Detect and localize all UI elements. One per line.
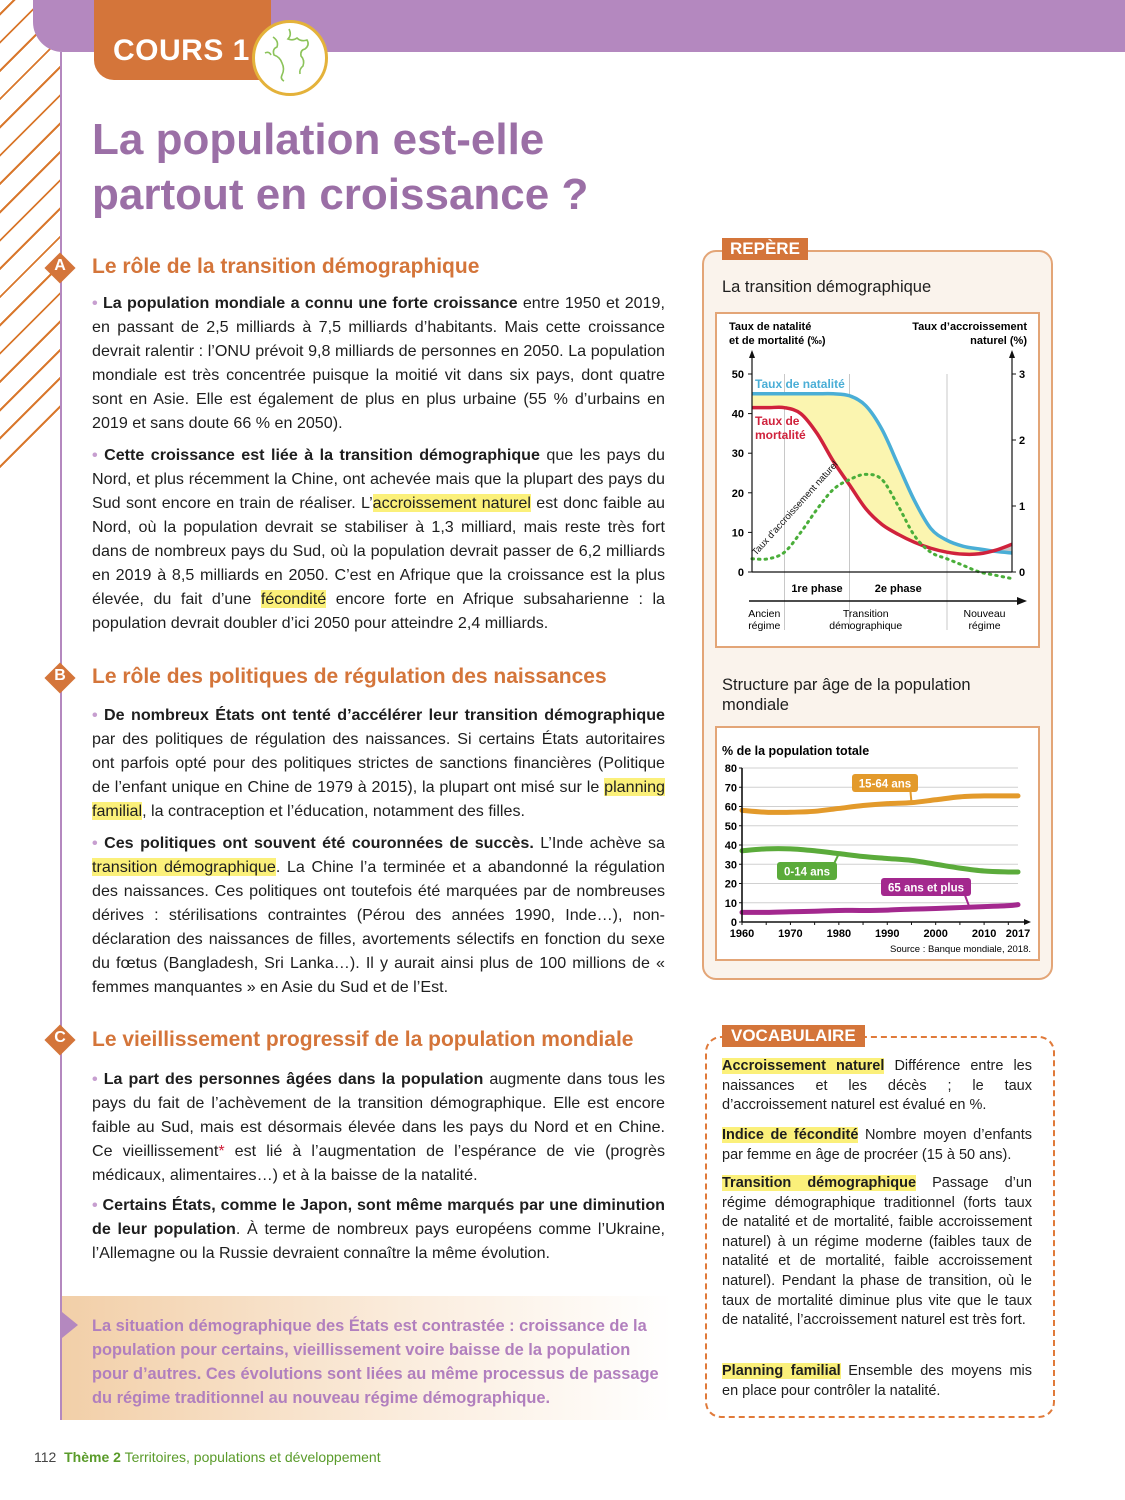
- section-b-badge: B: [45, 663, 75, 693]
- text-run: , la contraception et l’éducation, notamment des filles.: [142, 802, 525, 820]
- ytick-label: 0: [730, 917, 737, 929]
- ytick-left: 0: [737, 567, 744, 579]
- arrow-icon: [62, 1312, 78, 1338]
- text-run: augmente dans tous les pays du fait de l’achèvement de la transition démographique. Elle est encore faible au Sud, mais est désormais élevée dans les pays du Nord et en Chine. Ce vieillissement: [92, 1070, 666, 1160]
- vocab-definition: Ensemble des moyens mis en place pour contrôler la natalité.: [722, 1363, 1032, 1399]
- vocab-term: Accroissement naturel: [722, 1058, 885, 1074]
- ytick-label: 30: [724, 859, 737, 872]
- stage-label: Nouveau: [963, 608, 1006, 620]
- ytick-right: 3: [1019, 369, 1026, 381]
- ytick-left: 50: [731, 369, 744, 381]
- vocab-definition: Nombre moyen d’enfants par femme en âge de procréer (15 à 50 ans).: [722, 1127, 1032, 1163]
- summary-text: La situation démographique des États est contrastée : croissance de la population pour certains, vieillissement voire baisse de la population pour d’autres. Ces évolutions sont liées au même processus de passage du régime traditionnel au nouveau régime démographique.: [92, 1317, 659, 1407]
- xtick-label: 1960: [729, 928, 755, 940]
- text-run: encore forte en Afrique subsaharienne : la population devrait doubler d’ici 2050 pour atteindre 2,4 milliards.: [92, 590, 665, 632]
- section-c-heading: Le vieillissement progressif de la population mondiale: [92, 1028, 634, 1051]
- axis-arrow-icon: [749, 350, 755, 358]
- ytick-right: 0: [1019, 567, 1026, 579]
- section-b-paragraph-1: [92, 703, 665, 823]
- ytick-label: 70: [724, 782, 737, 795]
- section-a-paragraph-2: [92, 443, 665, 635]
- vocab-entry: [722, 1362, 1032, 1401]
- ytick-label: 50: [724, 820, 737, 833]
- xtick-label: 1970: [778, 928, 803, 940]
- phase-label: 1re phase: [791, 583, 843, 595]
- series-label: 0-14 ans: [783, 866, 831, 879]
- text-run: par des politiques de régulation des naissances. Si certains États autoritaires ont parfois opté pour des politiques strictes de sanctions financières (Politique de l’enfant unique en Chine de 1979 à 2015), la plupart ont misé sur le: [92, 730, 665, 796]
- chart1-ylabel-left-1: Taux de natalité: [729, 321, 812, 333]
- ytick-label: 10: [724, 897, 737, 910]
- stage-label: Ancien: [748, 608, 781, 620]
- page-number: 112: [34, 1449, 57, 1465]
- ytick-left: 10: [731, 527, 744, 540]
- bold-text: La part des personnes âgées dans la population: [103, 1070, 484, 1088]
- xtick-label: 1990: [875, 928, 900, 940]
- title-line-2: partout en croissance ?: [92, 170, 589, 219]
- stage-label: régime: [748, 620, 781, 632]
- section-b-paragraph-2: [92, 831, 665, 999]
- theme-label: Thème 2: [64, 1449, 121, 1465]
- cours-label: COURS 1: [113, 34, 250, 67]
- bullet-icon: •: [92, 446, 105, 464]
- ytick-right: 2: [1019, 435, 1026, 447]
- bullet-icon: •: [92, 834, 105, 852]
- stage-label: démographique: [829, 620, 903, 632]
- theme-subtitle: Territoires, populations et développement: [124, 1449, 381, 1465]
- vocab-definition: Passage d’un régime démographique traditionnel (forts taux de natalité et de mortalité, faible accroissement naturel) à un régime moderne (faibles taux de natalité et de mortalité, faible accroissement naturel). Pendant la phase de transition, où le taux de mortalité diminue plus vite que le taux de natalité, l’accroissement naturel est très fort.: [722, 1175, 1032, 1329]
- text-run: que les pays du Nord, et plus récemment la Chine, ont achevée mais que la plupart des pays du Sud sont encore en train de réaliser. L’: [92, 446, 665, 512]
- section-c-paragraph-2: [92, 1193, 665, 1265]
- stage-label: Transition: [842, 608, 889, 620]
- axis-arrow-icon: [1024, 919, 1031, 925]
- ytick-left: 40: [731, 408, 744, 421]
- vocab-term: Transition démographique: [722, 1175, 917, 1191]
- chart1-ylabel-right-2: naturel (%): [970, 335, 1027, 347]
- mortalite-label-1: Taux de: [755, 414, 800, 428]
- highlighted-term: accroissement naturel: [372, 494, 531, 512]
- section-c-paragraph-1: [92, 1067, 665, 1187]
- bold-text: Cette croissance est liée à la transition démographique: [104, 446, 540, 464]
- vocab-term: Indice de fécondité: [722, 1127, 859, 1143]
- chart2-ylabel: % de la population totale: [722, 744, 870, 758]
- chart2-title-line-1: Structure par âge de la population: [722, 676, 971, 694]
- decorative-hatching: [0, 0, 60, 480]
- page-title: [92, 112, 588, 222]
- text-run: *: [218, 1142, 225, 1160]
- transition-chart: [715, 312, 1040, 648]
- series-65-plus-line: [742, 905, 1018, 913]
- bullet-icon: •: [92, 1070, 104, 1088]
- bold-text: De nombreux États ont tenté d’accélérer leur transition démographique: [104, 706, 666, 724]
- title-line-1: La population est-elle: [92, 115, 545, 164]
- natalite-label: Taux de natalité: [755, 377, 845, 391]
- text-run: . La Chine l’a terminée et a abandonné la régulation des naissances. Ces politiques ont toutefois été marquées par de nombreuses dérives : stérilisations contraintes (Pérou des années 1990, Inde…), non-déclaration des naissances de filles, avortements sélectifs en fonction du sexe du fœtus (Bangladesh, Sri Lanka…). Il y aurait ainsi plus de 100 millions de « femmes manquantes » en Asie du Sud et de l’Est.: [92, 858, 665, 996]
- vocab-entry: [722, 1057, 1032, 1116]
- ytick-left: 20: [731, 487, 744, 500]
- xtick-label: 2000: [923, 928, 948, 940]
- text-run: . À terme de nombreux pays européens comme l’Ukraine, l’Allemagne ou la Russie devraient connaître la même évolution.: [92, 1220, 665, 1262]
- bold-text: Certains États, comme le Japon, sont même marqués par une diminution de leur population: [92, 1196, 665, 1238]
- bold-text: La population mondiale a connu une forte croissance: [102, 294, 518, 312]
- bullet-icon: •: [92, 706, 105, 724]
- repere-label: REPÈRE: [722, 238, 808, 260]
- vocab-term: Planning familial: [722, 1363, 841, 1379]
- section-a-badge: A: [45, 253, 75, 283]
- axis-arrow-icon: [1009, 350, 1015, 358]
- bullet-icon: •: [92, 294, 103, 312]
- chart1-ylabel-right-1: Taux d’accroissement: [912, 321, 1027, 333]
- section-a-heading: Le rôle de la transition démographique: [92, 255, 480, 278]
- section-a-paragraph-1: [92, 291, 665, 435]
- text-run: est lié à l’augmentation de l’espérance de vie (progrès médicaux, alimentaires…) et à la baisse de la natalité.: [92, 1142, 665, 1184]
- chart2-title: [722, 675, 971, 715]
- ytick-label: 20: [724, 878, 737, 891]
- xtick-label: 2017: [1005, 928, 1031, 940]
- ytick-label: 40: [724, 840, 737, 852]
- chart1-ylabel-left-2: et de mortalité (‰): [729, 335, 826, 347]
- text-run: L’Inde achève sa: [533, 834, 665, 852]
- text-run: entre 1950 et 2019, en passant de 2,5 milliards à 7,5 milliards d’habitants. Mais cette croissance devrait ralentir : l’ONU prévoit 9,8 milliards de personnes en 2050. La population mondiale est très concentrée puisque la moitié vit dans six pays, dont quatre sont en Asie. Elle est également de plus en plus urbaine (55 % d’urbains en 2019 et sans doute 66 % en 2050).: [92, 294, 665, 432]
- ytick-label: 80: [724, 763, 737, 775]
- time-arrow-icon: [1017, 597, 1027, 605]
- phase-label: 2e phase: [874, 583, 922, 595]
- accroissement-label: Taux d’accroissement naturel: [750, 459, 841, 559]
- xtick-label: 2010: [971, 928, 997, 940]
- vocab-entry: [722, 1126, 1032, 1165]
- highlighted-term: planning familial: [92, 778, 665, 820]
- globe-icon: [252, 20, 328, 96]
- age-structure-chart: [715, 726, 1040, 961]
- ytick-left: 30: [731, 448, 744, 461]
- page-footer: [34, 1449, 381, 1465]
- vocab-entry: [722, 1174, 1032, 1331]
- highlighted-term: transition démographique: [92, 858, 276, 876]
- section-c-badge: C: [45, 1025, 75, 1055]
- vocab-definition: Différence entre les naissances et les décès ; le taux d’accroissement naturel est évalué en %.: [722, 1058, 1032, 1114]
- text-run: est donc faible au Nord, où la population devrait se stabiliser à 1,3 milliard, mais reste très fort dans de nombreux pays du Sud, où la population devrait passer de 6,2 milliards en 2019 à 8,5 milliards en 2050. C’est en Afrique que la croissance est la plus élevée, du fait d’une: [92, 494, 665, 608]
- stage-label: régime: [968, 620, 1001, 632]
- chart2-title-line-2: mondiale: [722, 696, 789, 714]
- highlighted-term: fécondité: [260, 590, 327, 608]
- ytick-label: 60: [724, 801, 737, 814]
- chart1-title: La transition démographique: [722, 278, 932, 296]
- series-15-64-line: [742, 796, 1018, 813]
- bold-text: Ces politiques ont souvent été couronnées de succès.: [104, 834, 534, 852]
- series-label: 65 ans et plus: [887, 882, 965, 895]
- section-b-heading: Le rôle des politiques de régulation des naissances: [92, 665, 607, 688]
- bullet-icon: •: [92, 1196, 103, 1214]
- ytick-right: 1: [1019, 501, 1026, 513]
- mortalite-label-2: mortalité: [755, 428, 806, 442]
- xtick-label: 1980: [826, 928, 852, 940]
- series-label: 15-64 ans: [858, 778, 912, 791]
- chart2-source: Source : Banque mondiale, 2018.: [889, 944, 1031, 955]
- vocabulaire-label: VOCABULAIRE: [722, 1025, 865, 1047]
